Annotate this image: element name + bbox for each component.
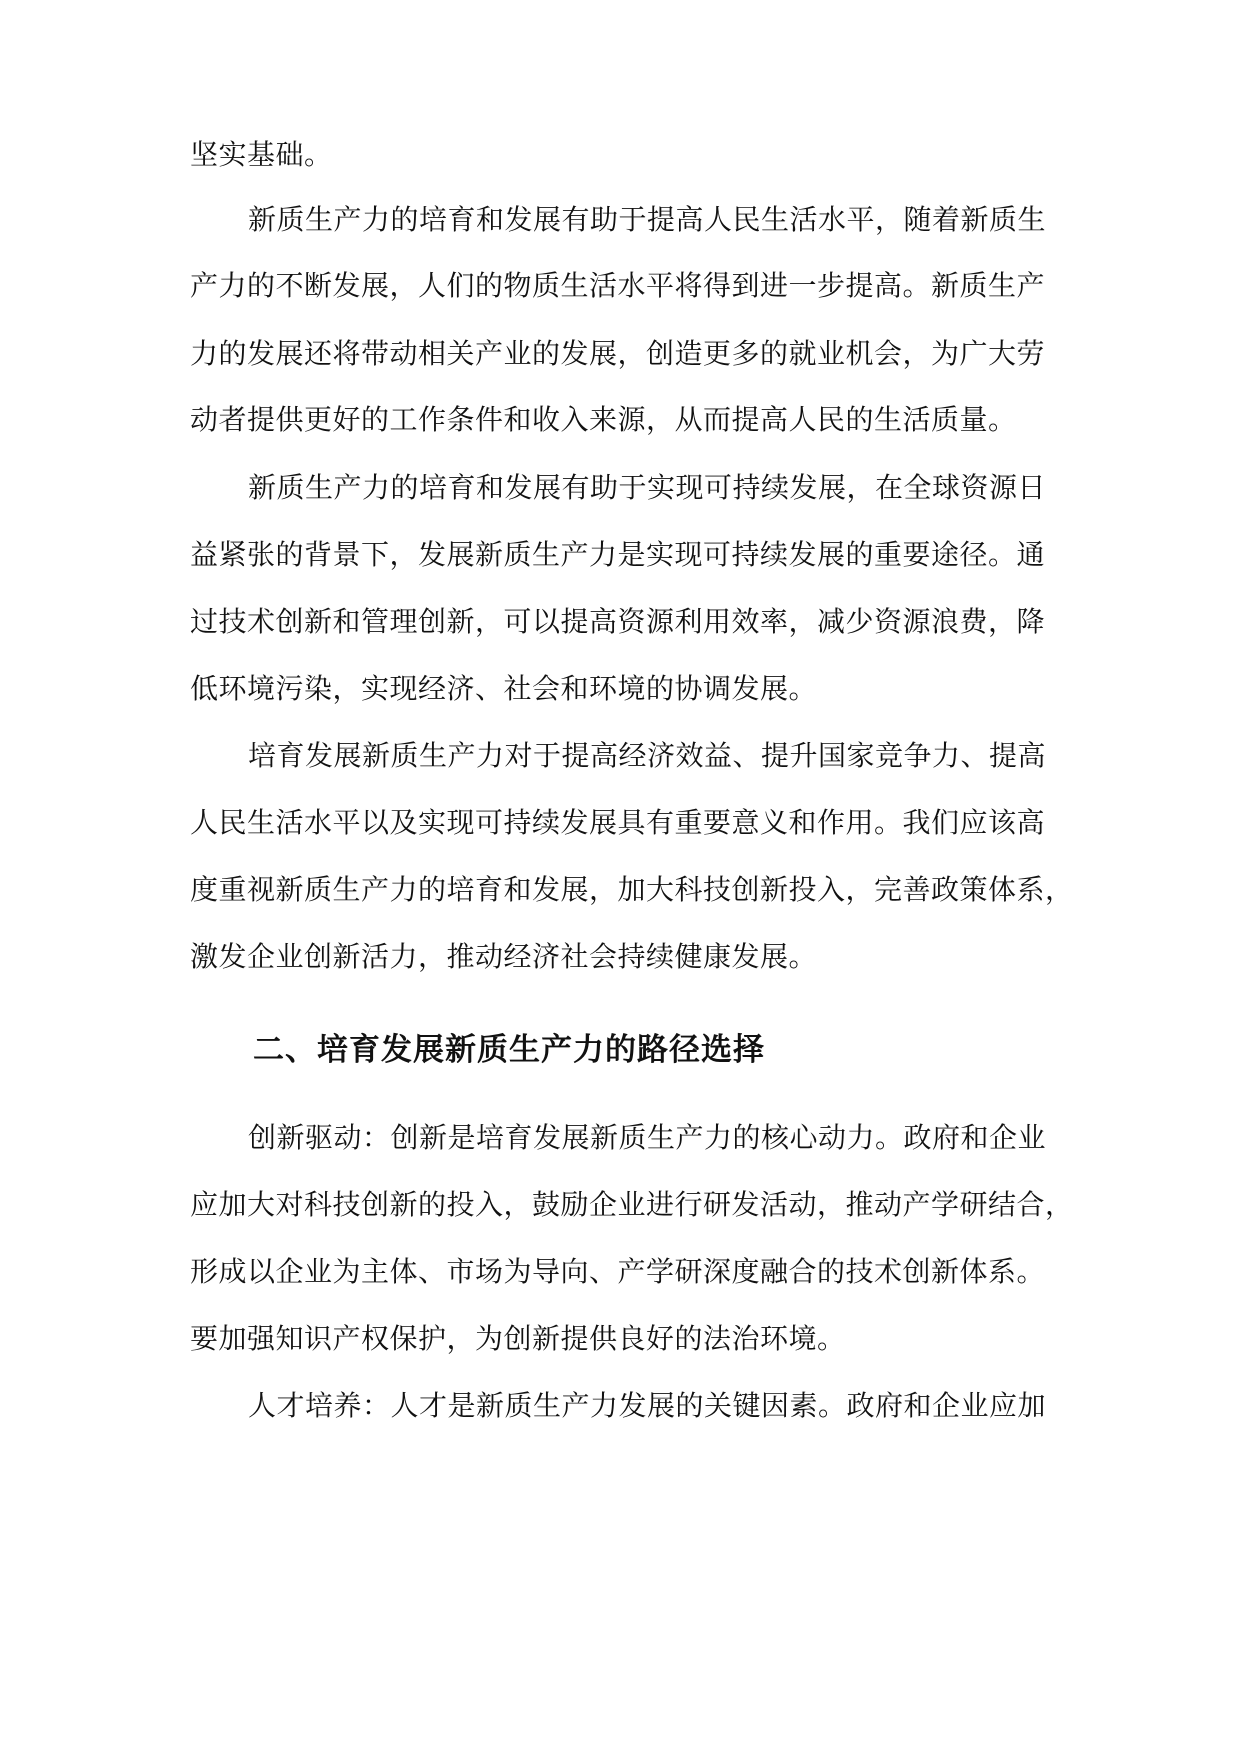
paragraph-line: 过技术创新和管理创新，可以提高资源利用效率，减少资源浪费，降 bbox=[190, 605, 1046, 638]
paragraph-line: 产力的不断发展，人们的物质生活水平将得到进一步提高。新质生产 bbox=[190, 269, 1046, 302]
paragraph-line: 培育发展新质生产力对于提高经济效益、提升国家竞争力、提高 bbox=[248, 739, 1047, 772]
paragraph-line: 要加强知识产权保护，为创新提供良好的法治环境。 bbox=[190, 1322, 846, 1355]
paragraph-line: 度重视新质生产力的培育和发展，加大科技创新投入，完善政策体系， bbox=[190, 873, 1074, 906]
paragraph-line: 应加大对科技创新的投入，鼓励企业进行研发活动，推动产学研结合， bbox=[190, 1188, 1074, 1221]
paragraph-line: 新质生产力的培育和发展有助于提高人民生活水平，随着新质生 bbox=[248, 203, 1047, 236]
paragraph-line: 坚实基础。 bbox=[190, 138, 333, 171]
paragraph-line: 形成以企业为主体、市场为导向、产学研深度融合的技术创新体系。 bbox=[190, 1255, 1046, 1288]
paragraph-line: 激发企业创新活力，推动经济社会持续健康发展。 bbox=[190, 940, 818, 973]
paragraph-line: 益紧张的背景下，发展新质生产力是实现可持续发展的重要途径。通 bbox=[190, 538, 1046, 571]
paragraph-line: 人才培养：人才是新质生产力发展的关键因素。政府和企业应加 bbox=[248, 1389, 1047, 1422]
paragraph-line: 低环境污染，实现经济、社会和环境的协调发展。 bbox=[190, 672, 818, 705]
section-heading: 二、培育发展新质生产力的路径选择 bbox=[253, 1032, 765, 1068]
paragraph-line: 新质生产力的培育和发展有助于实现可持续发展，在全球资源日 bbox=[248, 471, 1047, 504]
paragraph-line: 力的发展还将带动相关产业的发展，创造更多的就业机会，为广大劳 bbox=[190, 337, 1046, 370]
paragraph-line: 人民生活水平以及实现可持续发展具有重要意义和作用。我们应该高 bbox=[190, 806, 1046, 839]
paragraph-line: 创新驱动：创新是培育发展新质生产力的核心动力。政府和企业 bbox=[248, 1121, 1047, 1154]
paragraph-line: 动者提供更好的工作条件和收入来源，从而提高人民的生活质量。 bbox=[190, 403, 1017, 436]
